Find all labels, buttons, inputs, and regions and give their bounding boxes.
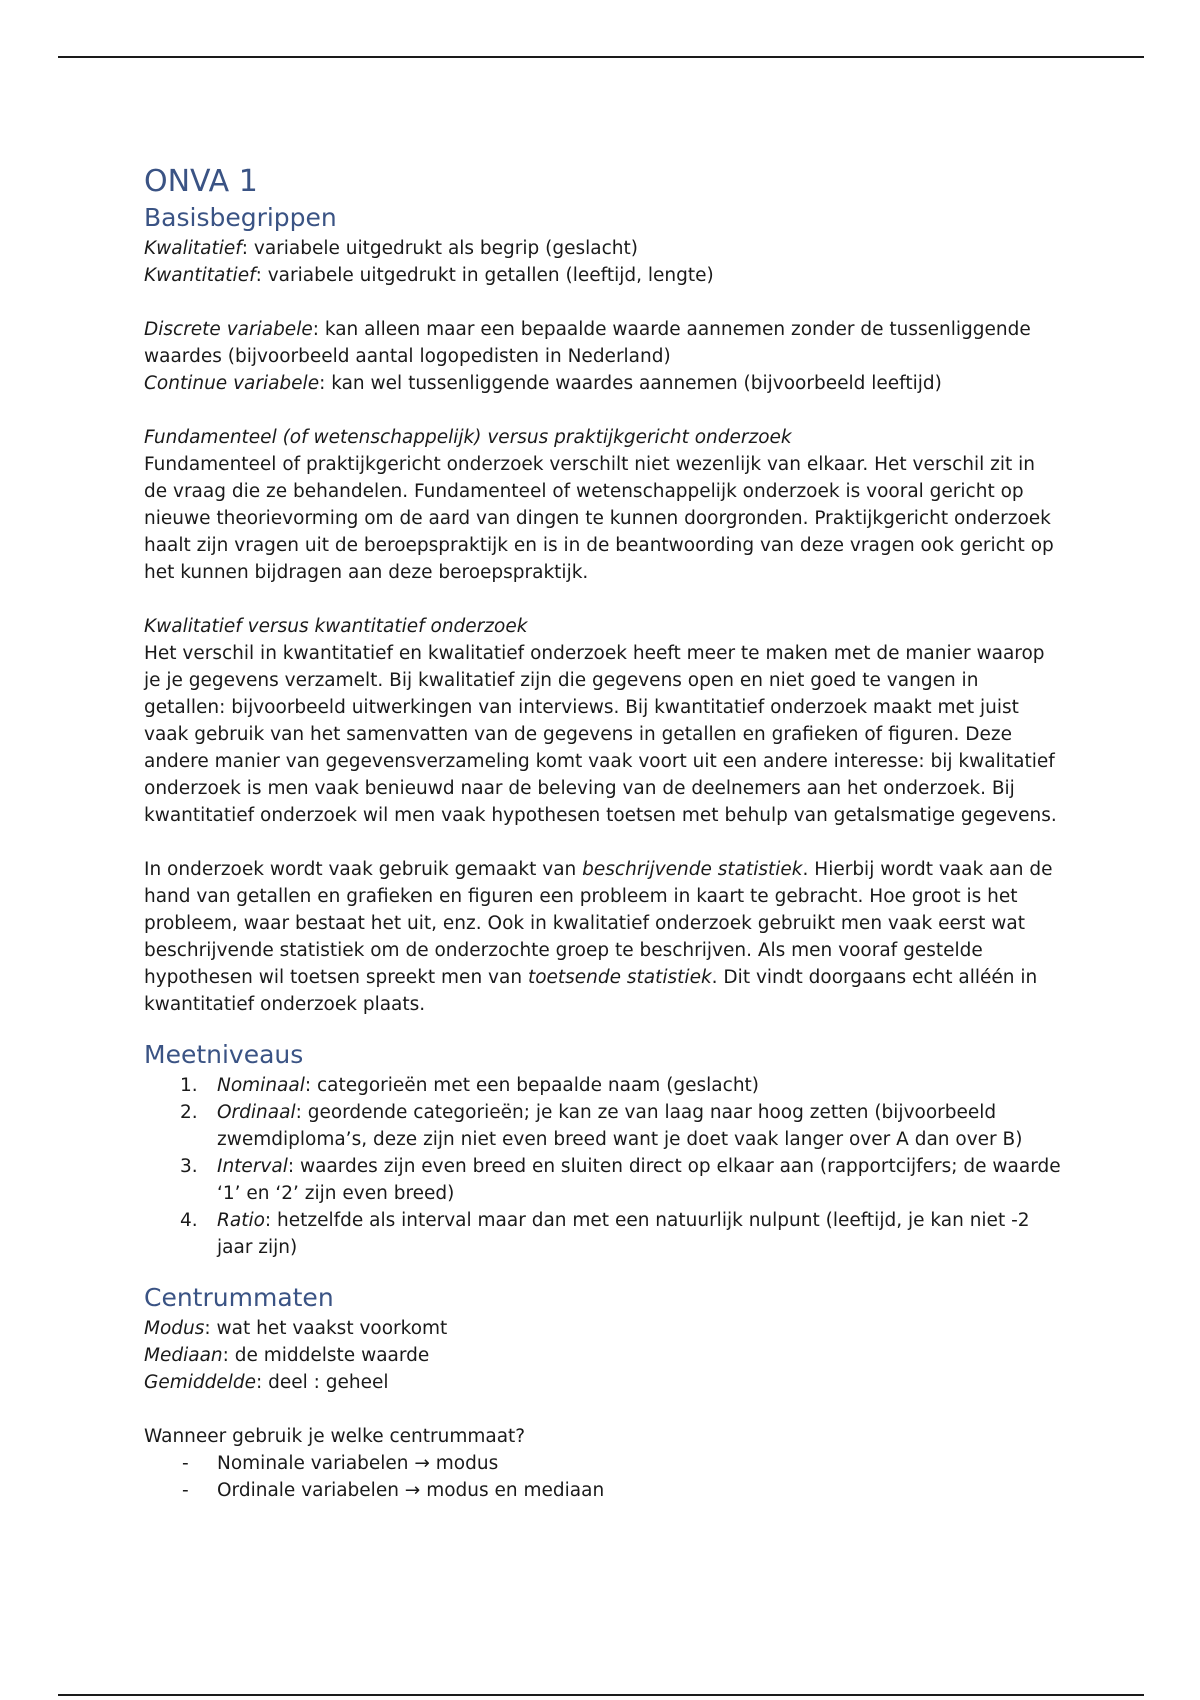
def-kwantitatief: : variabele uitgedrukt in getallen (leeftijd, lengte) [255, 265, 714, 286]
term-discreet: Discrete variabele [144, 319, 313, 340]
bottom-rule [58, 1694, 1144, 1696]
list-item: 2. Ordinaal: geordende categorieën; je kan ze van laag naar hoog zetten (bijvoorbeeld zwemdiploma’s, deze zijn niet even breed want je doet vaak langer over A dan over B) [180, 1102, 1023, 1150]
def-discreet: : kan alleen maar een bepaalde waarde aannemen zonder de tussenliggende waardes (bijvoorbeeld aantal logopedisten in Nederland) [144, 319, 1031, 367]
document-body [144, 163, 1064, 1504]
list-item: 1. Nominaal: categorieën met een bepaalde naam (geslacht) [180, 1075, 760, 1096]
list-item: - Ordinale variabelen → modus en mediaan [182, 1480, 605, 1501]
definition-continu [144, 370, 1064, 397]
list-item: - Nominale variabelen → modus [182, 1453, 499, 1474]
definition-kwantitatief [144, 262, 1064, 289]
subheading-kwalitatief: Kwalitatief versus kwantitatief onderzoek [144, 616, 528, 637]
definition-kwalitatief [144, 235, 1064, 262]
paragraph-kwalitatief: Het verschil in kwantitatief en kwalitatief onderzoek heeft meer te maken met de manier waarop je je gegevens verzamelt. Bij kwalitatief zijn die gegevens open en niet goed te vangen in getallen: bijvoorbeeld uitwerkingen van interviews. Bij kwantitatief onderzoek maakt met juist vaak gebruik van het samenvatten van de gegevens in getallen en grafieken of figuren. Deze andere manier van gegevensverzameling komt vaak voort uit een andere interesse: bij kwalitatief onderzoek is men vaak benieuwd naar de beleving van de deelnemers aan het onderzoek. Bij kwantitatief onderzoek wil men vaak hypothesen toetsen met behulp van getalsmatige gegevens. [144, 643, 1057, 826]
term-kwalitatief: Kwalitatief [144, 238, 242, 259]
list-item: 3. Interval: waardes zijn even breed en sluiten direct op elkaar aan (rapportcijfers; de waarde ‘1’ en ‘2’ zijn even breed) [180, 1156, 1061, 1204]
definition-modus: Modus: wat het vaakst voorkomt [144, 1318, 448, 1339]
question-centrummaat: Wanneer gebruik je welke centrummaat? [144, 1426, 526, 1447]
meetniveaus-list [144, 1072, 1064, 1261]
document-title: ONVA 1 [144, 164, 258, 199]
definition-mediaan: Mediaan: de middelste waarde [144, 1345, 430, 1366]
definition-gemiddelde: Gemiddelde: deel : geheel [144, 1372, 389, 1393]
term-continu: Continue variabele [144, 373, 320, 394]
list-item: 4. Ratio: hetzelfde als interval maar dan met een natuurlijk nulpunt (leeftijd, je kan niet -2 jaar zijn) [180, 1210, 1030, 1258]
paragraph-statistiek: In onderzoek wordt vaak gebruik gemaakt van beschrijvende statistiek. Hierbij wordt vaak aan de hand van getallen en grafieken en figuren een probleem in kaart te gebracht. Hoe groot is het probleem, waar bestaat het uit, enz. Ook in kwalitatief onderzoek gebruikt men vaak eerst wat beschrijvende statistiek om de onderzochte groep te beschrijven. Als men vooraf gestelde hypothesen wil toetsen spreekt men van toetsende statistiek. Dit vindt doorgaans echt alléén in kwantitatief onderzoek plaats. [144, 859, 1053, 1015]
top-rule [58, 56, 1144, 58]
heading-meetniveaus: Meetniveaus [144, 1040, 304, 1069]
paragraph-fundamenteel: Fundamenteel of praktijkgericht onderzoek verschilt niet wezenlijk van elkaar. Het verschil zit in de vraag die ze behandelen. Fundamenteel of wetenschappelijk onderzoek is vooral gericht op nieuwe theorievorming om de aard van dingen te kunnen doorgronden. Praktijkgericht onderzoek haalt zijn vragen uit de beroepspraktijk en is in de beantwoording van deze vragen ook gericht op het kunnen bijdragen aan deze beroepspraktijk. [144, 454, 1054, 583]
term-kwantitatief: Kwantitatief [144, 265, 256, 286]
def-kwalitatief: : variabele uitgedrukt als begrip (geslacht) [241, 238, 638, 259]
definition-discreet [144, 316, 1064, 370]
def-continu: : kan wel tussenliggende waardes aannemen (bijvoorbeeld leeftijd) [319, 373, 942, 394]
subheading-fundamenteel: Fundamenteel (of wetenschappelijk) versus praktijkgericht onderzoek [144, 427, 792, 448]
heading-basisbegrippen: Basisbegrippen [144, 203, 337, 232]
heading-centrummaten: Centrummaten [144, 1283, 334, 1312]
centrummaat-list [144, 1450, 1064, 1504]
